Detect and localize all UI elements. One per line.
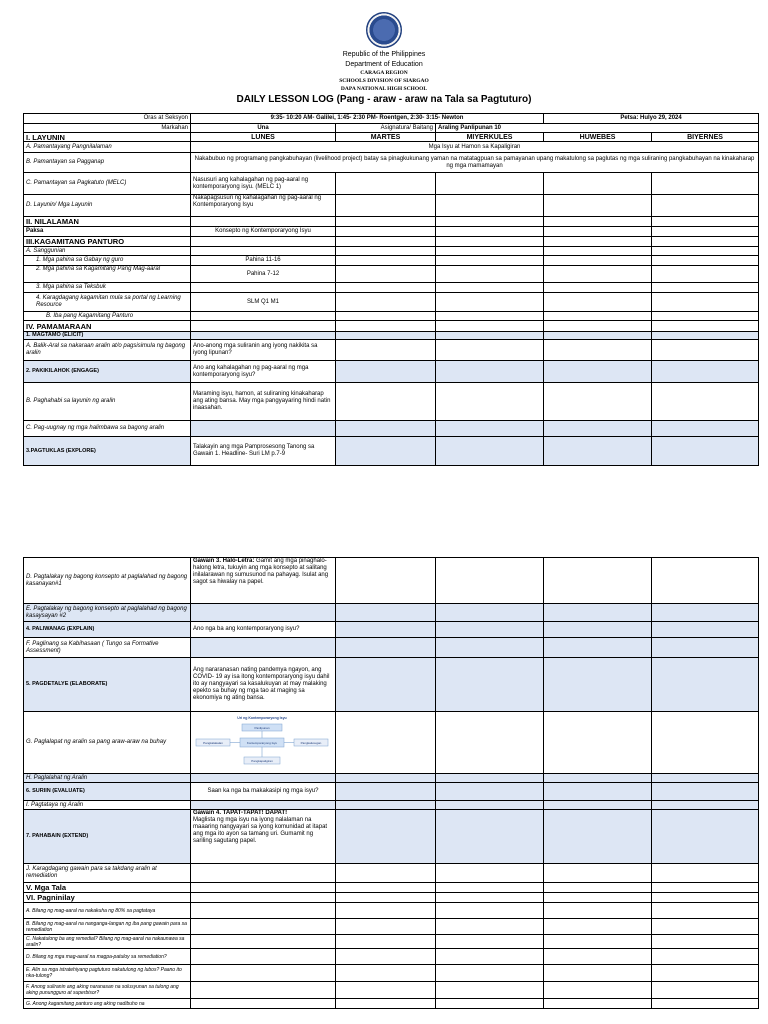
row-label: 6. SURIIN (EVALUATE) bbox=[24, 783, 191, 801]
row-value: Ano-anong mga suliranin ang iyong nakikita sa iyong lipunan? bbox=[191, 340, 336, 361]
reflection-row: D. Bilang ng mga mag-aaral na magpa-patuloy sa remediation? bbox=[24, 949, 191, 965]
page-title: DAILY LESSON LOG (Pang - araw - araw na Tala sa Pagtuturo) bbox=[236, 94, 532, 105]
page-header bbox=[0, 12, 768, 105]
petsa-value: Petsa: Hulyo 29, 2024 bbox=[544, 114, 759, 124]
diagram-cell bbox=[191, 712, 336, 774]
diagram-label: Pangkalusugan bbox=[300, 741, 322, 745]
activity-title: Gawain 4. TAPAT-TAPAT! DAPAT! bbox=[193, 810, 288, 816]
row-label: F. Paglinang sa Kabihasaan ( Tungo sa Formative Assessment) bbox=[24, 638, 191, 658]
row-value: Nakabubuo ng programang pangkabuhayan (livelihood project) batay sa pinagkukunang yaman na matatagpuan sa pamayanan upang makatulong sa paglutas ng mga suliraning pangkabuhayan na kinakaharap ng mga mamamayan bbox=[191, 153, 759, 173]
row-label: B. Pamantayan sa Pagganap bbox=[24, 153, 191, 173]
diagram-label: Pangkapaligiran bbox=[251, 759, 273, 763]
section-nilalaman: II. NILALAMAN bbox=[24, 217, 191, 227]
row-value: Pahina 11-16 bbox=[191, 256, 336, 266]
row-label: C. Pag-uugnay ng mga halimbawa sa bagong aralin bbox=[24, 421, 191, 437]
row-label: 5. PAGDETALYE (ELABORATE) bbox=[24, 658, 191, 712]
section-mga-tala: V. Mga Tala bbox=[24, 883, 191, 893]
row-label: 1. MAGTAMO (ELICIT) bbox=[24, 332, 191, 340]
row-value bbox=[191, 558, 336, 604]
row-label: A. Sanggunian bbox=[24, 247, 191, 256]
row-value: Saan ka nga ba makakasipi ng mga isyu? bbox=[191, 783, 336, 801]
reflection-row: A. Bilang ng mag-aaral na nakakuha ng 80% sa pagtataya bbox=[24, 903, 191, 919]
day-header: MARTES bbox=[336, 133, 436, 142]
diagram-label: Kontemporaryong Isyu bbox=[246, 741, 278, 745]
oras-label: Oras at Seksyon bbox=[24, 114, 191, 124]
activity-text: Gamit ang mga pinaghalo-halong letra, tukuyin ang mga konsepto at salitang inilalarawan ng sumusunod na pahayag. Isulat ang sagot sa hiwalay na papel. bbox=[193, 558, 329, 585]
department-line: Department of Education bbox=[345, 60, 423, 68]
section-layunin: I. LAYUNIN bbox=[24, 133, 191, 142]
row-label: B. Iba pang Kagamitang Panturo bbox=[24, 312, 191, 321]
row-value: Nasusuri ang kahalagahan ng pag-aaral ng kontemporaryong isyu. (MELC 1) bbox=[191, 173, 336, 195]
activity-text: Maglista ng mga isyu na iyong nalalaman na maaaring nangyayari sa iyong komunidad at itapat ang mga ito ayon sa tamang uri. Gumamit ng sariling sagutang papel. bbox=[193, 817, 328, 844]
row-value: SLM Q1 M1 bbox=[191, 293, 336, 312]
row-value: Maraming isyu, hamon, at suliraning kinakaharap ang ating bansa. May mga pangyayaring hindi natin inaasahan. bbox=[191, 383, 336, 421]
markahan-label: Markahan bbox=[24, 124, 191, 133]
row-label: 1. Mga pahina sa Gabay ng guro bbox=[24, 256, 191, 266]
row-value: Mga Isyu at Hamon sa Kapaligiran bbox=[191, 142, 759, 153]
row-label: D. Pagtalakay ng bagong konsepto at paglalahad ng bagong kasanayan#1 bbox=[24, 558, 191, 604]
row-label: C. Pamantayan sa Pagkatuto (MELC) bbox=[24, 173, 191, 195]
row-label: 2. PAKIKILAHOK (ENGAGE) bbox=[24, 361, 191, 383]
activity-title: Gawain 3. Halo-Letra: bbox=[193, 558, 255, 564]
day-header: HUWEBES bbox=[544, 133, 652, 142]
row-value bbox=[191, 810, 336, 864]
day-header: BIYERNES bbox=[652, 133, 759, 142]
row-label: 4. Karagdagang kagamitan mula sa portal ng Learning Resource bbox=[24, 293, 191, 312]
lesson-log-table-2 bbox=[23, 557, 759, 1009]
row-label: I. Pagtataya ng Aralin bbox=[24, 801, 191, 810]
kontemporaryong-isyu-diagram bbox=[192, 713, 332, 769]
reflection-row: G. Anong kagamitang panturo ang aking nadibuho na bbox=[24, 999, 191, 1009]
section-pamamaraan: IV. PAMAMARAAN bbox=[24, 321, 191, 332]
row-label: B. Paghahabi sa layunin ng aralin bbox=[24, 383, 191, 421]
school-line: DAPA NATIONAL HIGH SCHOOL bbox=[340, 86, 428, 92]
row-label: H. Paglalahat ng Aralin bbox=[24, 774, 191, 783]
row-label: G. Paglalapat ng aralin sa pang araw-araw na buhay bbox=[24, 712, 191, 774]
markahan-value: Una bbox=[191, 124, 336, 133]
day-header: LUNES bbox=[191, 133, 336, 142]
row-label: Paksa bbox=[24, 227, 191, 237]
row-label: 2. Mga pahina sa Kagamitang Pang Mag-aaral bbox=[24, 266, 191, 283]
row-label: J. Karagdagang gawain para sa takdang aralin at remediation bbox=[24, 864, 191, 883]
reflection-row: B. Bilang ng mag-aaral na nanganga-langan ng iba pang gawain para sa remediation bbox=[24, 919, 191, 935]
diagram-label: Panlipunan bbox=[254, 726, 270, 730]
diagram-title: Uri ng Kontemporaryong Isyu bbox=[237, 716, 287, 720]
diagram-label: Pangkalakalan bbox=[203, 741, 223, 745]
row-value: Ang nararanasan nating pandemya ngayon, ang COVID- 19 ay isa itong kontemporaryong isyu dahil ito ay nangyayari sa kasalukuyan at may malaking epekto sa buhay ng mga tao at maging sa ekonomiya ng ating bansa. bbox=[191, 658, 336, 712]
row-label: 4. PALIWANAG (EXPLAIN) bbox=[24, 622, 191, 638]
row-value: Talakayin ang mga Pamprosesong Tanong sa Gawain 1. Headline- Suri LM p.7-9 bbox=[191, 437, 336, 466]
reflection-row: F. Anong suliranin ang aking naranasan na solusyunan sa tulong ang aking punungguro at superbisor? bbox=[24, 982, 191, 999]
deped-seal-icon bbox=[366, 12, 402, 48]
row-label: E. Pagtalakay ng bagong konsepto at paglalahad ng bagong kasaysayan #2 bbox=[24, 604, 191, 622]
row-label: 3.PAGTUKLAS (EXPLORE) bbox=[24, 437, 191, 466]
asignatura-label: Asignatura/ Baitang bbox=[336, 124, 436, 133]
row-label: 3. Mga pahina sa Teksbuk bbox=[24, 283, 191, 293]
reflection-row: E. Alin sa mga istratehiyang pagtuturo nakatulong ng lubos? Paano ito nka-tulong? bbox=[24, 965, 191, 982]
oras-value: 9:35- 10:20 AM- Galilei, 1:45- 2:30 PM- Roentgen, 2:30- 3:15- Newton bbox=[191, 114, 544, 124]
republic-line: Republic of the Philippines bbox=[342, 51, 426, 58]
row-label: D. Layunin/ Mga Layunin bbox=[24, 195, 191, 217]
reflection-row: C. Nakatulong ba ang remedial? Bilang ng mag-aaral na nakaunawa sa aralin? bbox=[24, 935, 191, 949]
row-value: Ano nga ba ang kontemporaryong isyu? bbox=[191, 622, 336, 638]
row-value: Ano ang kahalagahan ng pag-aaral ng mga kontemporaryong isyu? bbox=[191, 361, 336, 383]
section-kagamitan: III.KAGAMITANG PANTURO bbox=[24, 237, 191, 247]
section-pagninilay: VI. Pagninilay bbox=[24, 893, 191, 903]
row-label: A. Balik-Aral sa nakaraan aralin at/o pagsisimula ng bagong aralin bbox=[24, 340, 191, 361]
row-label: A. Pamantayang Pangnilalaman bbox=[24, 142, 191, 153]
division-line: SCHOOLS DIVISION OF SIARGAO bbox=[339, 78, 429, 84]
day-header: MIYERKULES bbox=[436, 133, 544, 142]
lesson-log-table-1 bbox=[23, 113, 759, 466]
row-label: 7. PAHABAIN (EXTEND) bbox=[24, 810, 191, 864]
row-value: Konsepto ng Kontemporaryong Isyu bbox=[191, 227, 336, 237]
row-value: Nakapagsusuri ng kahalagahan ng pag-aaral ng Kontemporaryong Isyu bbox=[191, 195, 336, 217]
asignatura-value: Araling Panlipunan 10 bbox=[436, 124, 759, 133]
region-line: CARAGA REGION bbox=[360, 70, 408, 76]
row-value: Pahina 7-12 bbox=[191, 266, 336, 283]
